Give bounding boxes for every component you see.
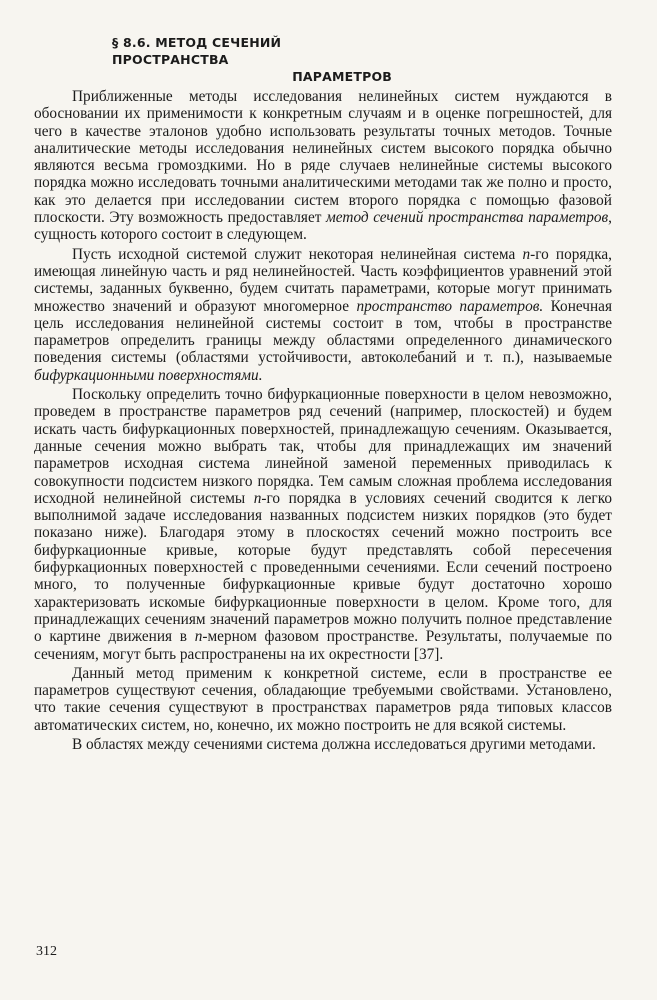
paragraph-1: Приближенные методы исследования нелинейных систем нуждаются в обосновании их применимости к конкретным случаям и в оценке погрешностей, для чего в качестве эталонов удобно использовать результаты точных методов. Точные аналитические методы исследования нелинейных систем высокого порядка обычно являются весьма громоздкими. Но в ряде случаев нелинейные системы высокого порядка можно исследовать точными аналитическими методами так же полно и просто, как это делается при исследовании систем второго порядка с помощью фазовой плоскости. Эту возможность предоставляет метод сечений пространства параметров, сущность которого состоит в следующем. <box>34 88 612 244</box>
paragraph-2: Пусть исходной системой служит некоторая нелинейная система n-го порядка, имеющая линейную часть и ряд нелинейностей. Часть коэффициентов уравнений этой системы, заданных буквенно, будем считать параметрами, которые могут принимать множество значений и образуют многомерное пространство параметров. Конечная цель исследования нелинейной системы состоит в том, чтобы в пространстве параметров определить границы между областями определенного динамического поведения системы (областями устойчивости, автоколебаний и т. п.), называемые бифуркационными поверхностями. <box>34 245 613 384</box>
term-method-name: метод сечений пространства параметров <box>326 209 609 227</box>
term-bifurcation-surfaces: бифуркационными поверхностями. <box>34 366 263 384</box>
page-number: 312 <box>36 944 57 959</box>
body-text <box>34 88 612 755</box>
section-heading <box>112 34 402 85</box>
section-heading-line-1: § 8.6. МЕТОД СЕЧЕНИЙ ПРОСТРАНСТВА <box>112 35 282 67</box>
paragraph-4: Данный метод применим к конкретной системе, если в пространстве ее параметров существуют сечения, обладающие требуемыми свойствами. Установлено, что такие сечения существуют в пространствах параметров ряда типовых классов автоматических систем, но, конечно, их можно построить не для всякой системы. <box>34 664 612 734</box>
paragraph-3: Поскольку определить точно бифуркационные поверхности в целом невозможно, проведем в пространстве параметров ряд сечений (например, плоскостей) и будем искать часть бифуркационных поверхностей, принадлежащую сечениям. Оказывается, данные сечения можно выбрать так, чтобы для принадлежащих им значений параметров исходная система линейной заменой переменных приводилась к совокупности подсистем низкого порядка. Тем самым сложная проблема исследования исходной нелинейной системы n-го порядка в условиях сечений сводится к легко выполнимой задаче исследования названных подсистем низких порядков (это будет показано ниже). Благодаря этому в плоскостях сечений можно построить все бифуркационные кривые, которые будут представлять собой пересечения бифуркационных поверхностей с проведенными сечениями. Если сечений построено много, то полученные бифуркационные кривые будут достаточно хорошо характеризовать искомые бифуркационные поверхности в целом. Кроме того, для принадлежащих сечениям значений параметров можно получить полное представление о картине движения в n-мерном фазовом пространстве. Результаты, получаемые по сечениям, могут быть распространены на их окрестности [37]. <box>34 386 613 663</box>
term-parameter-space: пространство параметров. <box>356 297 544 315</box>
paragraph-5: В областях между сечениями система должна исследоваться другими методами. <box>72 735 596 753</box>
section-heading-line-2: ПАРАМЕТРОВ <box>292 69 392 84</box>
